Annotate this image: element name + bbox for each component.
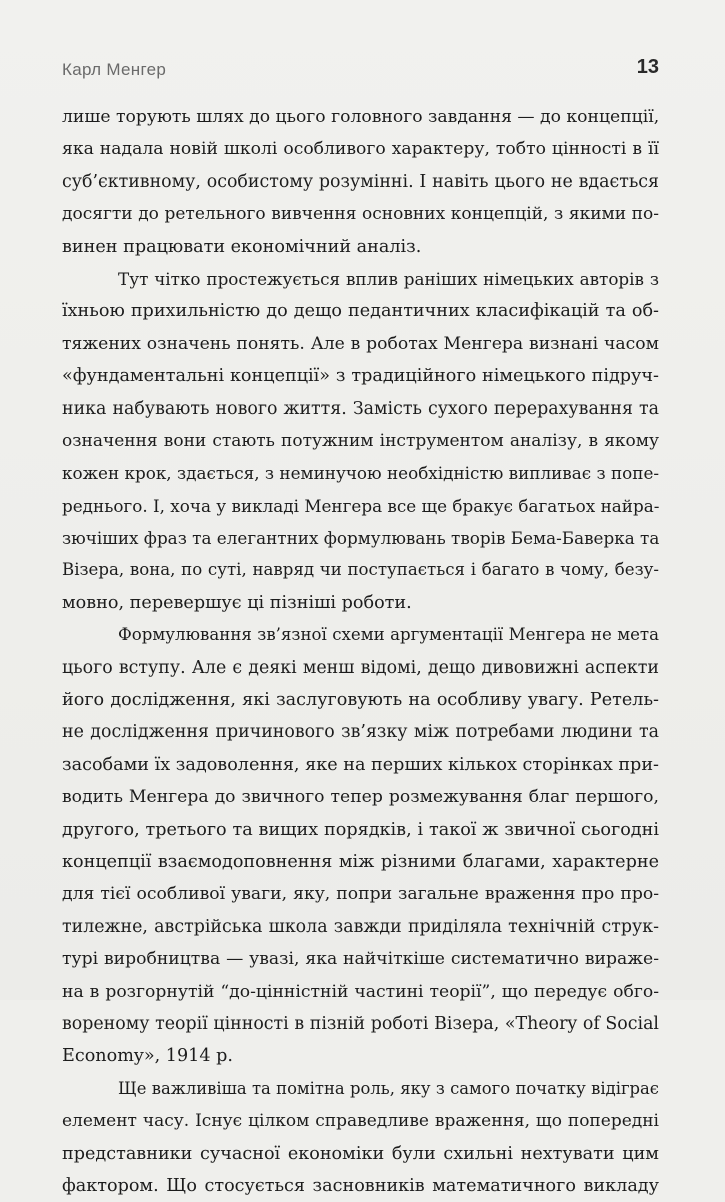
text-line: досягти до ретельного вивчення основних концепцій, з якими по- <box>62 204 659 225</box>
text-line: тяжених означень понять. Але в роботах Менгера визнані часом <box>62 333 659 354</box>
running-head: Карл Менгер <box>62 60 167 79</box>
text-line: цього вступу. Але є деякі менш відомі, дещо дивовижні аспекти <box>62 657 659 678</box>
text-line: його дослідження, які заслуговують на особливу увагу. Ретель- <box>62 690 659 711</box>
text-line: ника набувають нового життя. Замість сухого перерахування та <box>62 398 659 419</box>
text-line: турі виробництва — увазі, яка найчіткіше систематично вираже- <box>62 949 659 970</box>
text-line: означення вони стають потужним інструментом аналізу, в якому <box>62 430 659 451</box>
text-line: лише торують шлях до цього головного завдання — до концепції, <box>62 107 659 127</box>
text-line: суб’єктивному, особистому розумінні. І навіть цього не вдається <box>62 171 659 192</box>
text-line: яка надала новій школі особливого характеру, тобто цінності в її <box>62 139 659 160</box>
text-line: представники сучасної економіки були схильні нехтувати цим <box>62 1143 659 1164</box>
text-line: Візера, вона, по суті, навряд чи поступається і багато в чому, безу- <box>62 560 659 580</box>
text-line: засобами їх задоволення, яке на перших кількох сторінках при- <box>62 754 659 775</box>
text-line: реднього. І, хоча у викладі Менгера все ще бракує багатьох найра- <box>62 495 659 516</box>
text-line: їхньою прихильністю до дещо педантичних класифікацій та об- <box>62 301 659 322</box>
text-line: фактором. Що стосується засновників математичного викладу <box>62 1175 659 1196</box>
text-line: вореному теорії цінності в пізній роботі Візера, «Theory of Social <box>62 1013 659 1034</box>
text-line: кожен крок, здається, з неминучою необхідністю випливає з попе- <box>62 463 659 484</box>
text-line: концепції взаємодоповнення між різними благами, характерне <box>62 851 659 872</box>
text-line: на в розгорнутій “до-цінністній частині теорії”, що передує обго- <box>62 981 659 1002</box>
text-line: винен працювати економічний аналіз. <box>62 236 422 257</box>
text-line: Economy», 1914 р. <box>62 1046 234 1067</box>
text-line: мовно, перевершує ці пізніші роботи. <box>62 592 412 613</box>
text-line: тилежне, австрійська школа завжди приділяла технічній струк- <box>62 916 659 937</box>
text-line: Тут чітко простежується вплив раніших німецьких авторів з <box>118 268 659 289</box>
text-line: Ще важливіша та помітна роль, яку з самого початку відіграє <box>118 1078 659 1098</box>
body-text <box>62 101 659 1202</box>
text-line: Формулювання зв’язної схеми аргументації Менгера не мета <box>118 625 659 645</box>
page-number: 13 <box>636 56 659 78</box>
text-line: зючіших фраз та елегантних формулювань творів Бема-Баверка та <box>62 528 659 549</box>
text-line: не дослідження причинового зв’язку між потребами людини та <box>62 722 659 743</box>
text-line: елемент часу. Існує цілком справедливе враження, що попередні <box>62 1111 659 1132</box>
text-line: для тієї особливої уваги, яку, попри загальне враження про про- <box>62 884 659 905</box>
text-line: водить Менгера до звичного тепер розмежування благ першого, <box>62 787 659 808</box>
text-line: «фундаментальні концепції» з традиційного німецького підруч- <box>62 366 659 387</box>
text-line: другого, третього та вищих порядків, і такої ж звичної сьогодні <box>62 819 659 840</box>
